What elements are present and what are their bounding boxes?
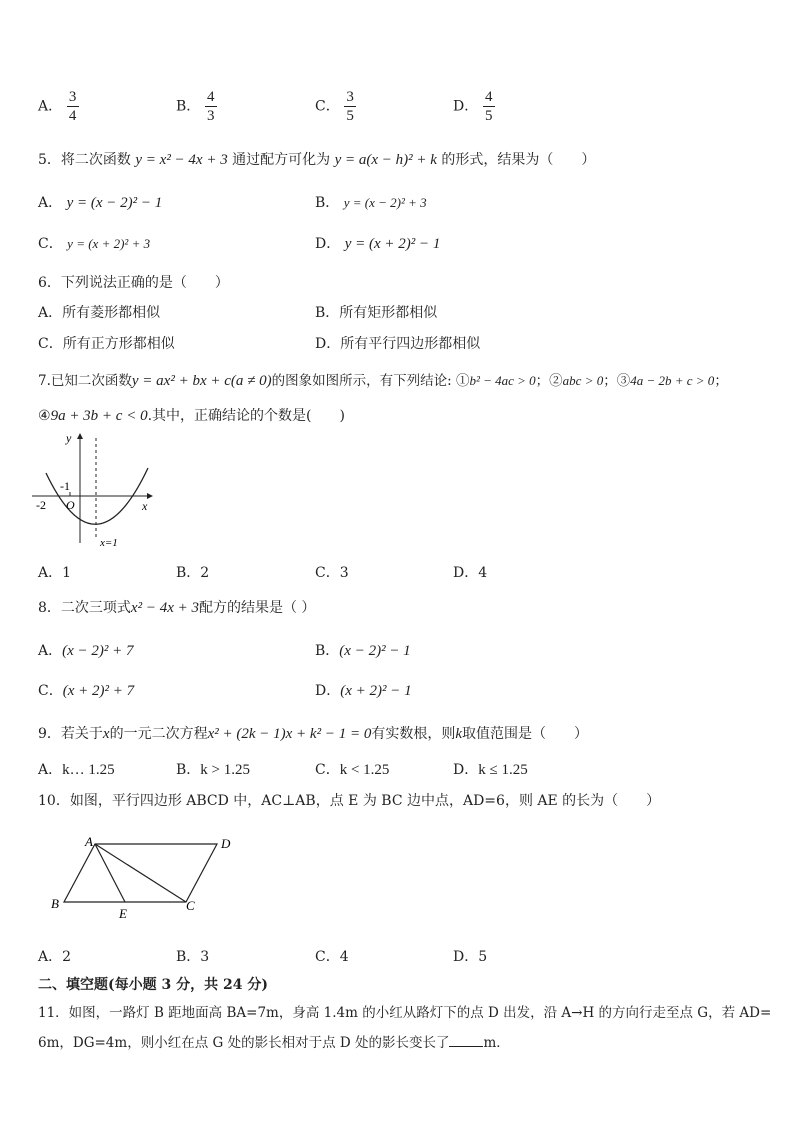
q5-option-d (315, 233, 440, 253)
option-letter: A． (38, 195, 63, 211)
q7-text: ④ (38, 408, 51, 424)
option-expr: (x − 2)² + 7 (62, 643, 134, 659)
numerator: 4 (207, 89, 215, 105)
option-letter: C． (315, 98, 340, 115)
option-letter: C． (38, 236, 63, 252)
q8-stem (38, 597, 315, 617)
q8-option-c (38, 680, 134, 700)
fraction (344, 88, 356, 125)
option-letter: A． (38, 643, 63, 659)
q5-stem (38, 149, 595, 169)
option-letter: A． (38, 762, 63, 778)
x-axis-label: x (142, 499, 148, 513)
section-2-heading: 二、填空题(每小题 3 分，共 24 分) (38, 977, 268, 993)
q10-parallelogram-figure (45, 832, 245, 924)
answer-blank[interactable] (449, 1032, 483, 1047)
q9-option-c (315, 759, 389, 779)
option-expr: y = (x − 2)² + 3 (343, 195, 427, 210)
option-expr: k… 1.25 (62, 762, 115, 778)
q7-line2 (38, 405, 345, 425)
q9-option-b (176, 759, 250, 779)
q4-option-d (453, 88, 495, 125)
q4-option-b (176, 88, 217, 125)
fraction (67, 88, 79, 125)
label-a: A (85, 834, 93, 849)
option-expr: k ≤ 1.25 (478, 762, 528, 778)
origin-label: O (66, 498, 75, 512)
denominator: 3 (207, 108, 215, 124)
q8-option-b (315, 640, 411, 660)
option-expr: (x + 2)² − 1 (340, 683, 412, 699)
q9-text: 有实数根，则 (371, 726, 456, 742)
q5-option-b (315, 192, 427, 212)
option-letter: B． (315, 195, 340, 211)
fraction (205, 88, 217, 125)
q5-suffix: 的形式，结果为（ ） (441, 152, 596, 168)
q9-var: k (455, 726, 462, 742)
q7-line1 (38, 369, 728, 390)
denominator: 5 (484, 108, 493, 124)
q7-conclusion-2: abc > 0 (562, 373, 604, 388)
q9-option-d (453, 759, 528, 779)
q11-text: 6m，DG=4m，则小红在点 G 处的影长相对于点 D 处的影长变长了 (38, 1035, 450, 1051)
option-letter: B． (176, 98, 201, 115)
option-letter: A． (38, 98, 63, 115)
q6-option-a: A．所有菱形都相似 (38, 305, 161, 321)
option-expr: y = (x + 2)² − 1 (344, 236, 441, 252)
option-letter: B． (176, 762, 201, 778)
segment-ae (95, 844, 125, 902)
q11-line1: 11．如图，一路灯 B 距地面高 BA=7m，身高 1.4m 的小红从路灯下的点 D 出发，沿 A→H 的方向行走至点 G，若 AD= (38, 1005, 772, 1021)
option-expr: y = (x − 2)² − 1 (66, 195, 163, 211)
q9-text: 取值范围是（ ） (462, 726, 588, 742)
q7-conclusion-4: 9a + 3b + c < 0 (50, 408, 148, 424)
q9-var: x (102, 726, 110, 742)
q10-option-a: A．2 (38, 949, 72, 965)
q7-text: 的图象如图所示，有下列结论: ① (271, 373, 470, 389)
q11-text: m． (483, 1035, 510, 1051)
q7-option-b: B．2 (176, 565, 210, 581)
option-letter: B． (315, 643, 340, 659)
numerator: 4 (484, 89, 493, 105)
q7-conclusion-3: 4a − 2b + c > 0 (630, 373, 715, 388)
option-letter: D． (315, 236, 341, 252)
y-axis-label: y (66, 431, 72, 445)
q7-option-a: A．1 (38, 565, 72, 581)
q10-option-b: B．3 (176, 949, 210, 965)
label-d: D (221, 836, 231, 851)
label-minus-2: -2 (36, 498, 46, 512)
q10-option-d: D．5 (453, 949, 488, 965)
q8-suffix: 配方的结果是（ ） (198, 600, 316, 616)
q4-option-c (315, 88, 356, 125)
option-letter: C． (315, 762, 340, 778)
q7-parabola-graph (30, 428, 165, 553)
q7-conclusion-1: b² − 4ac > 0 (469, 373, 536, 388)
option-letter: C． (38, 683, 63, 699)
option-expr: y = (x + 2)² + 3 (67, 236, 151, 251)
q8-option-d (315, 680, 412, 700)
denominator: 4 (68, 108, 77, 124)
q8-expression: x² − 4x + 3 (130, 600, 199, 616)
q7-text: ； (714, 373, 728, 389)
q11-line2 (38, 1031, 510, 1051)
q5-option-c (38, 233, 150, 253)
q6-stem: 6．下列说法正确的是（ ） (38, 275, 229, 291)
q5-mid: 通过配方可化为 (232, 152, 331, 168)
option-expr: (x + 2)² + 7 (62, 683, 135, 699)
q9-equation: x² + (2k − 1)x + k² − 1 = 0 (207, 726, 372, 742)
label-e: E (119, 906, 127, 921)
numerator: 3 (346, 89, 354, 105)
q7-text: ；② (535, 373, 563, 389)
fraction (483, 88, 495, 125)
label-b: B (51, 896, 59, 911)
q9-option-a (38, 759, 115, 779)
q9-stem (38, 723, 588, 743)
q5-function: y = x² − 4x + 3 (135, 152, 228, 168)
option-expr: k < 1.25 (339, 762, 390, 778)
q4-option-a (38, 88, 79, 125)
q7-text: .其中，正确结论的个数是( ) (147, 408, 345, 424)
denominator: 5 (346, 108, 354, 124)
q5-form: y = a(x − h)² + k (334, 152, 437, 168)
option-letter: D． (315, 683, 341, 699)
q5-option-a (38, 192, 162, 212)
q6-option-b: B．所有矩形都相似 (315, 305, 438, 321)
q7-text: 7.已知二次函数 (38, 373, 132, 389)
q6-option-c: C．所有正方形都相似 (38, 336, 175, 352)
symmetry-label: x=1 (100, 537, 118, 549)
q8-option-a (38, 640, 134, 660)
q9-text: 9．若关于 (38, 726, 103, 742)
q8-prefix: 8．二次三项式 (38, 600, 131, 616)
option-expr: (x − 2)² − 1 (339, 643, 411, 659)
q6-option-d: D．所有平行四边形都相似 (315, 336, 481, 352)
q7-option-c: C．3 (315, 565, 349, 581)
q10-option-c: C．4 (315, 949, 349, 965)
option-letter: D． (453, 762, 479, 778)
option-expr: k > 1.25 (200, 762, 251, 778)
numerator: 3 (68, 89, 77, 105)
q9-text: 的一元二次方程 (109, 726, 208, 742)
q10-stem: 10．如图，平行四边形 ABCD 中，AC⊥AB，点 E 为 BC 边中点，AD=6，则 AE 的长为（ ） (38, 793, 661, 809)
q7-text: ；③ (603, 373, 631, 389)
label-minus-1: -1 (60, 479, 70, 493)
q5-prefix: 5．将二次函数 (38, 152, 131, 168)
q7-option-d: D．4 (453, 565, 488, 581)
label-c: C (186, 898, 195, 913)
segment-ac (95, 844, 186, 902)
q7-function: y = ax² + bx + c(a ≠ 0) (131, 373, 272, 389)
option-letter: D． (453, 98, 479, 115)
